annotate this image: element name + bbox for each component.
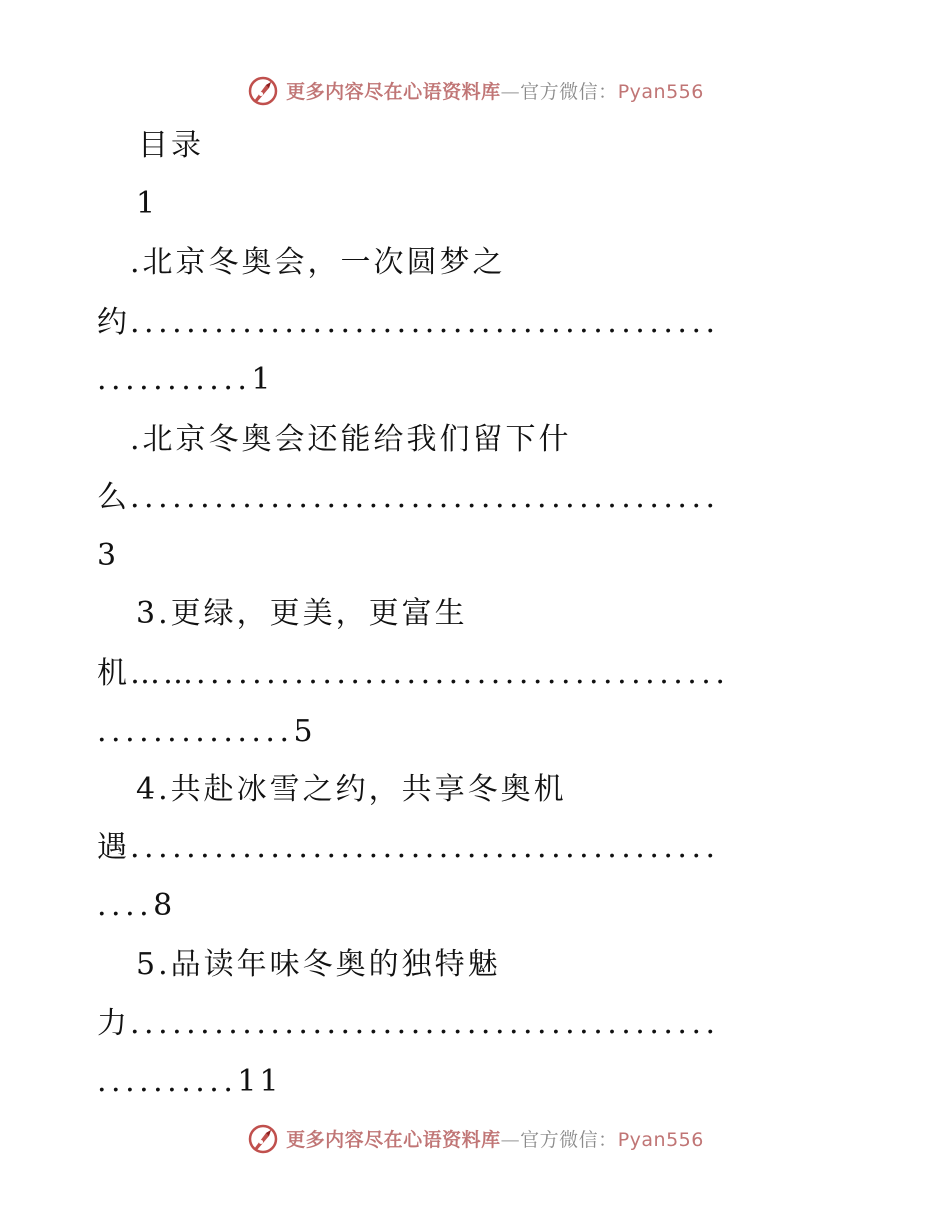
toc-entry-4-title: 4.共赴冰雪之约，共享冬奥机 xyxy=(136,772,567,807)
watermark-text: 更多内容尽在心语资料库—官方微信：Pyan556 xyxy=(286,1128,704,1151)
watermark-content xyxy=(246,73,704,107)
toc-entry-3-tail: 机…… xyxy=(97,656,196,691)
toc-entry-5-page: 11 xyxy=(237,1064,282,1099)
toc-entry-5-page-line xyxy=(97,1062,282,1102)
watermark-header xyxy=(0,70,950,110)
toc-entry-1-title: .北京冬奥会，一次圆梦之 xyxy=(130,245,506,280)
toc-title: 目录 xyxy=(138,128,204,163)
toc-entry-2-page: 3 xyxy=(97,538,120,573)
watermark-footer xyxy=(0,1118,950,1158)
toc-entry-1-number: 1 xyxy=(136,186,159,221)
toc-entry-1-dots: .......................................... xyxy=(130,305,720,340)
toc-entry-1-page-line xyxy=(97,360,274,400)
toc-entry-4-dots: .......................................... xyxy=(130,830,720,865)
toc-entry-5-dots-cont: .......... xyxy=(97,1064,238,1099)
toc-entry-3-leader xyxy=(97,654,729,694)
toc-entry-4-dots-cont: .... xyxy=(97,888,154,923)
watermark-text: 更多内容尽在心语资料库—官方微信：Pyan556 xyxy=(286,80,704,103)
toc-entry-4-page-line xyxy=(97,886,175,926)
toc-entry-5-tail: 力 xyxy=(97,1006,130,1041)
toc-entry-4-tail: 遇 xyxy=(97,830,130,865)
toc-entry-3-page: 5 xyxy=(293,714,316,749)
pen-nib-logo-icon xyxy=(246,1121,280,1155)
toc-entry-5-title: 5.品读年味冬奥的独特魅 xyxy=(136,947,501,982)
toc-entry-3-title: 3.更绿，更美，更富生 xyxy=(136,596,468,631)
toc-entry-4-page: 8 xyxy=(153,888,176,923)
watermark-content xyxy=(246,1121,704,1155)
toc-entry-5-leader xyxy=(97,1004,720,1044)
toc-entry-1-tail: 约 xyxy=(97,305,130,340)
toc-entry-3-page-line xyxy=(97,712,316,752)
pen-nib-logo-icon xyxy=(246,73,280,107)
toc-entry-2-leader xyxy=(97,478,720,518)
toc-entry-2-dots: .......................................... xyxy=(130,480,720,515)
toc-entry-2-tail: 么 xyxy=(97,480,130,515)
toc-entry-1-dots-cont: ........... xyxy=(97,362,252,397)
toc-entry-5-dots: .......................................... xyxy=(130,1006,720,1041)
toc-entry-1-leader xyxy=(97,303,720,343)
toc-entry-3-dots-cont: .............. xyxy=(97,714,294,749)
toc-entry-3-dots: ...................................... xyxy=(196,656,730,691)
toc-entry-1-page: 1 xyxy=(251,362,274,397)
toc-entry-2-title: .北京冬奥会还能给我们留下什 xyxy=(130,422,572,457)
toc-entry-4-leader xyxy=(97,828,720,868)
